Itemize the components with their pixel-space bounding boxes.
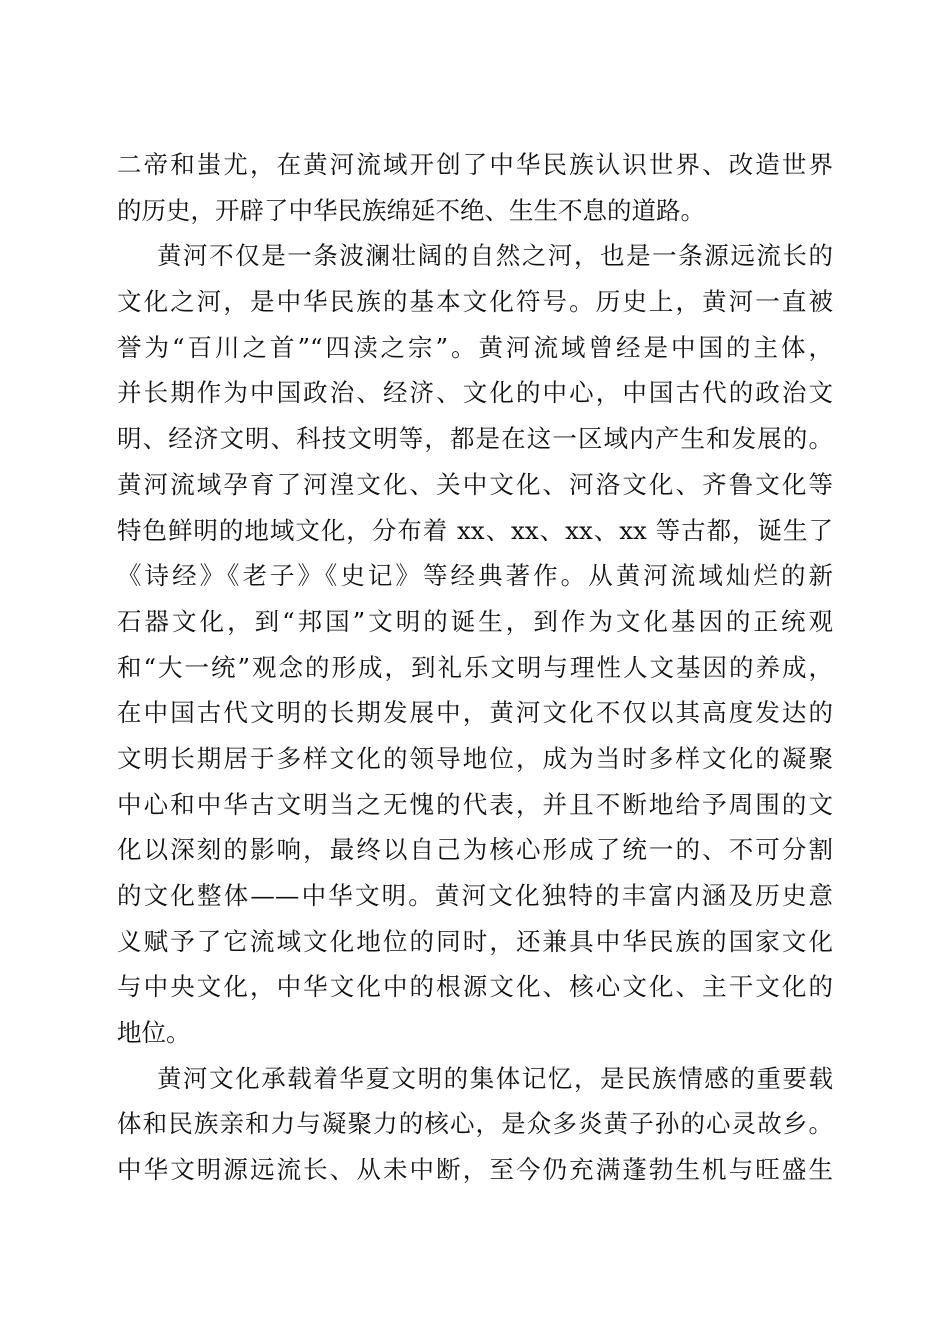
text-line: 特色鲜明的地域文化，分布着 xx、xx、xx、xx 等古都，诞生了 <box>117 515 833 545</box>
text-line: 的文化整体——中华文明。黄河文化独特的丰富内涵及历史意 <box>117 881 833 910</box>
text-line: 誉为“百川之首”“四渎之宗”。黄河流域曾经是中国的主体， <box>117 332 833 362</box>
text-line: 在中国古代文明的长期发展中，黄河文化不仅以其高度发达的 <box>117 698 833 728</box>
text-line: 石器文化，到“邦国”文明的诞生，到作为文化基因的正统观 <box>117 606 833 636</box>
paragraph-first-line: 黄河文化承载着华夏文明的集体记忆，是民族情感的重要载 <box>157 1063 833 1093</box>
text-line: 文明长期居于多样文化的领导地位，成为当时多样文化的凝聚 <box>117 743 833 773</box>
text-line: 化以深刻的影响，最终以自己为核心形成了统一的、不可分割 <box>117 835 833 865</box>
text-line: 中华文明源远流长、从未中断，至今仍充满蓬勃生机与旺盛生 <box>117 1155 833 1185</box>
text-line: 二帝和蚩尤，在黄河流域开创了中华民族认识世界、改造世界 <box>117 150 833 179</box>
text-line: 《诗经》《老子》《史记》等经典著作。从黄河流域灿烂的新 <box>117 561 833 591</box>
paragraph-first-line: 黄河不仅是一条波澜壮阔的自然之河，也是一条源远流长的 <box>157 241 833 271</box>
text-line: 文化之河，是中华民族的基本文化符号。历史上，黄河一直被 <box>117 287 833 317</box>
text-line: 并长期作为中国政治、经济、文化的中心，中国古代的政治文 <box>117 378 833 408</box>
text-line: 明、经济文明、科技文明等，都是在这一区域内产生和发展的。 <box>117 424 833 454</box>
text-line: 中心和中华古文明当之无愧的代表，并且不断地给予周围的文 <box>117 789 833 819</box>
text-line: 的历史，开辟了中华民族绵延不绝、生生不息的道路。 <box>117 195 705 225</box>
text-line: 地位。 <box>117 1018 191 1048</box>
text-line: 体和民族亲和力与凝聚力的核心，是众多炎黄子孙的心灵故乡。 <box>117 1109 833 1139</box>
text-line: 黄河流域孕育了河湟文化、关中文化、河洛文化、齐鲁文化等 <box>117 469 833 499</box>
text-line: 和“大一统”观念的形成，到礼乐文明与理性人文基因的养成， <box>117 652 833 682</box>
text-line: 与中央文化，中华文化中的根源文化、核心文化、主干文化的 <box>117 972 833 1002</box>
text-line: 义赋予了它流域文化地位的同时，还兼具中华民族的国家文化 <box>117 926 833 956</box>
body-text <box>117 142 833 1193</box>
